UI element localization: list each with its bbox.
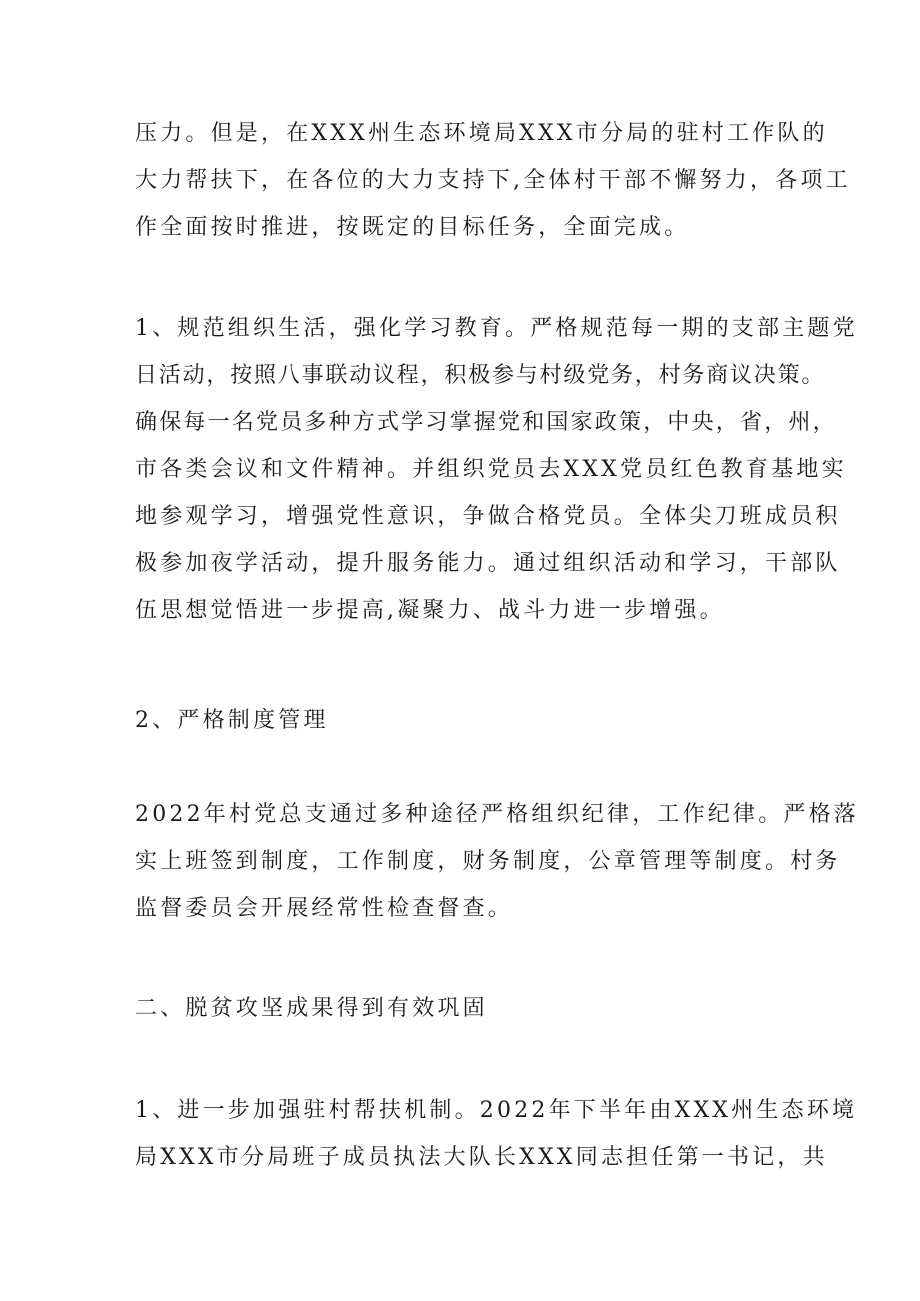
paragraph-2-line-6: 极参加夜学活动，提升服务能力。通过组织活动和学习，干部队 [135, 551, 841, 576]
paragraph-4-line-1: 2022年村党总支通过多种途径严格组织纪律，工作纪律。严格落 [135, 802, 859, 827]
paragraph-2-line-3: 确保每一名党员多种方式学习掌握党和国家政策，中央，省，州， [135, 410, 837, 435]
paragraph-1-line-2: 大力帮扶下，在各位的大力支持下,全体村干部不懈努力，各项工 [135, 168, 851, 193]
paragraph-1-line-1: 压力。但是，在XXX州生态环境局XXX市分局的驻村工作队的 [135, 121, 828, 146]
paragraph-2-line-2: 日活动，按照八事联动议程，积极参与村级党务，村务商议决策。 [135, 363, 826, 388]
section-heading-ii: 二、脱贫攻坚成果得到有效巩固 [135, 996, 488, 1021]
paragraph-4-line-3: 监督委员会开展经常性检查督查。 [135, 896, 514, 921]
paragraph-6-line-1: 1、进一步加强驻村帮扶机制。2022年下半年由XXX州生态环境 [135, 1098, 858, 1123]
paragraph-2-line-7: 伍思想觉悟进一步提高,凝聚力、战斗力进一步增强。 [135, 598, 725, 623]
section-heading-2: 2、严格制度管理 [135, 708, 329, 733]
paragraph-1-line-3: 作全面按时推进，按既定的目标任务，全面完成。 [135, 215, 690, 240]
paragraph-2-line-5: 地参观学习，增强党性意识，争做合格党员。全体尖刀班成员积 [135, 504, 841, 529]
paragraph-4-line-2: 实上班签到制度，工作制度，财务制度，公章管理等制度。村务 [135, 849, 841, 874]
paragraph-2-line-4: 市各类会议和文件精神。并组织党员去XXX党员红色教育基地实 [135, 457, 847, 482]
paragraph-6-line-2: 局XXX市分局班子成员执法大队长XXX同志担任第一书记，共 [135, 1145, 828, 1170]
paragraph-2-line-1: 1、规范组织生活，强化学习教育。严格规范每一期的支部主题党 [135, 316, 858, 341]
